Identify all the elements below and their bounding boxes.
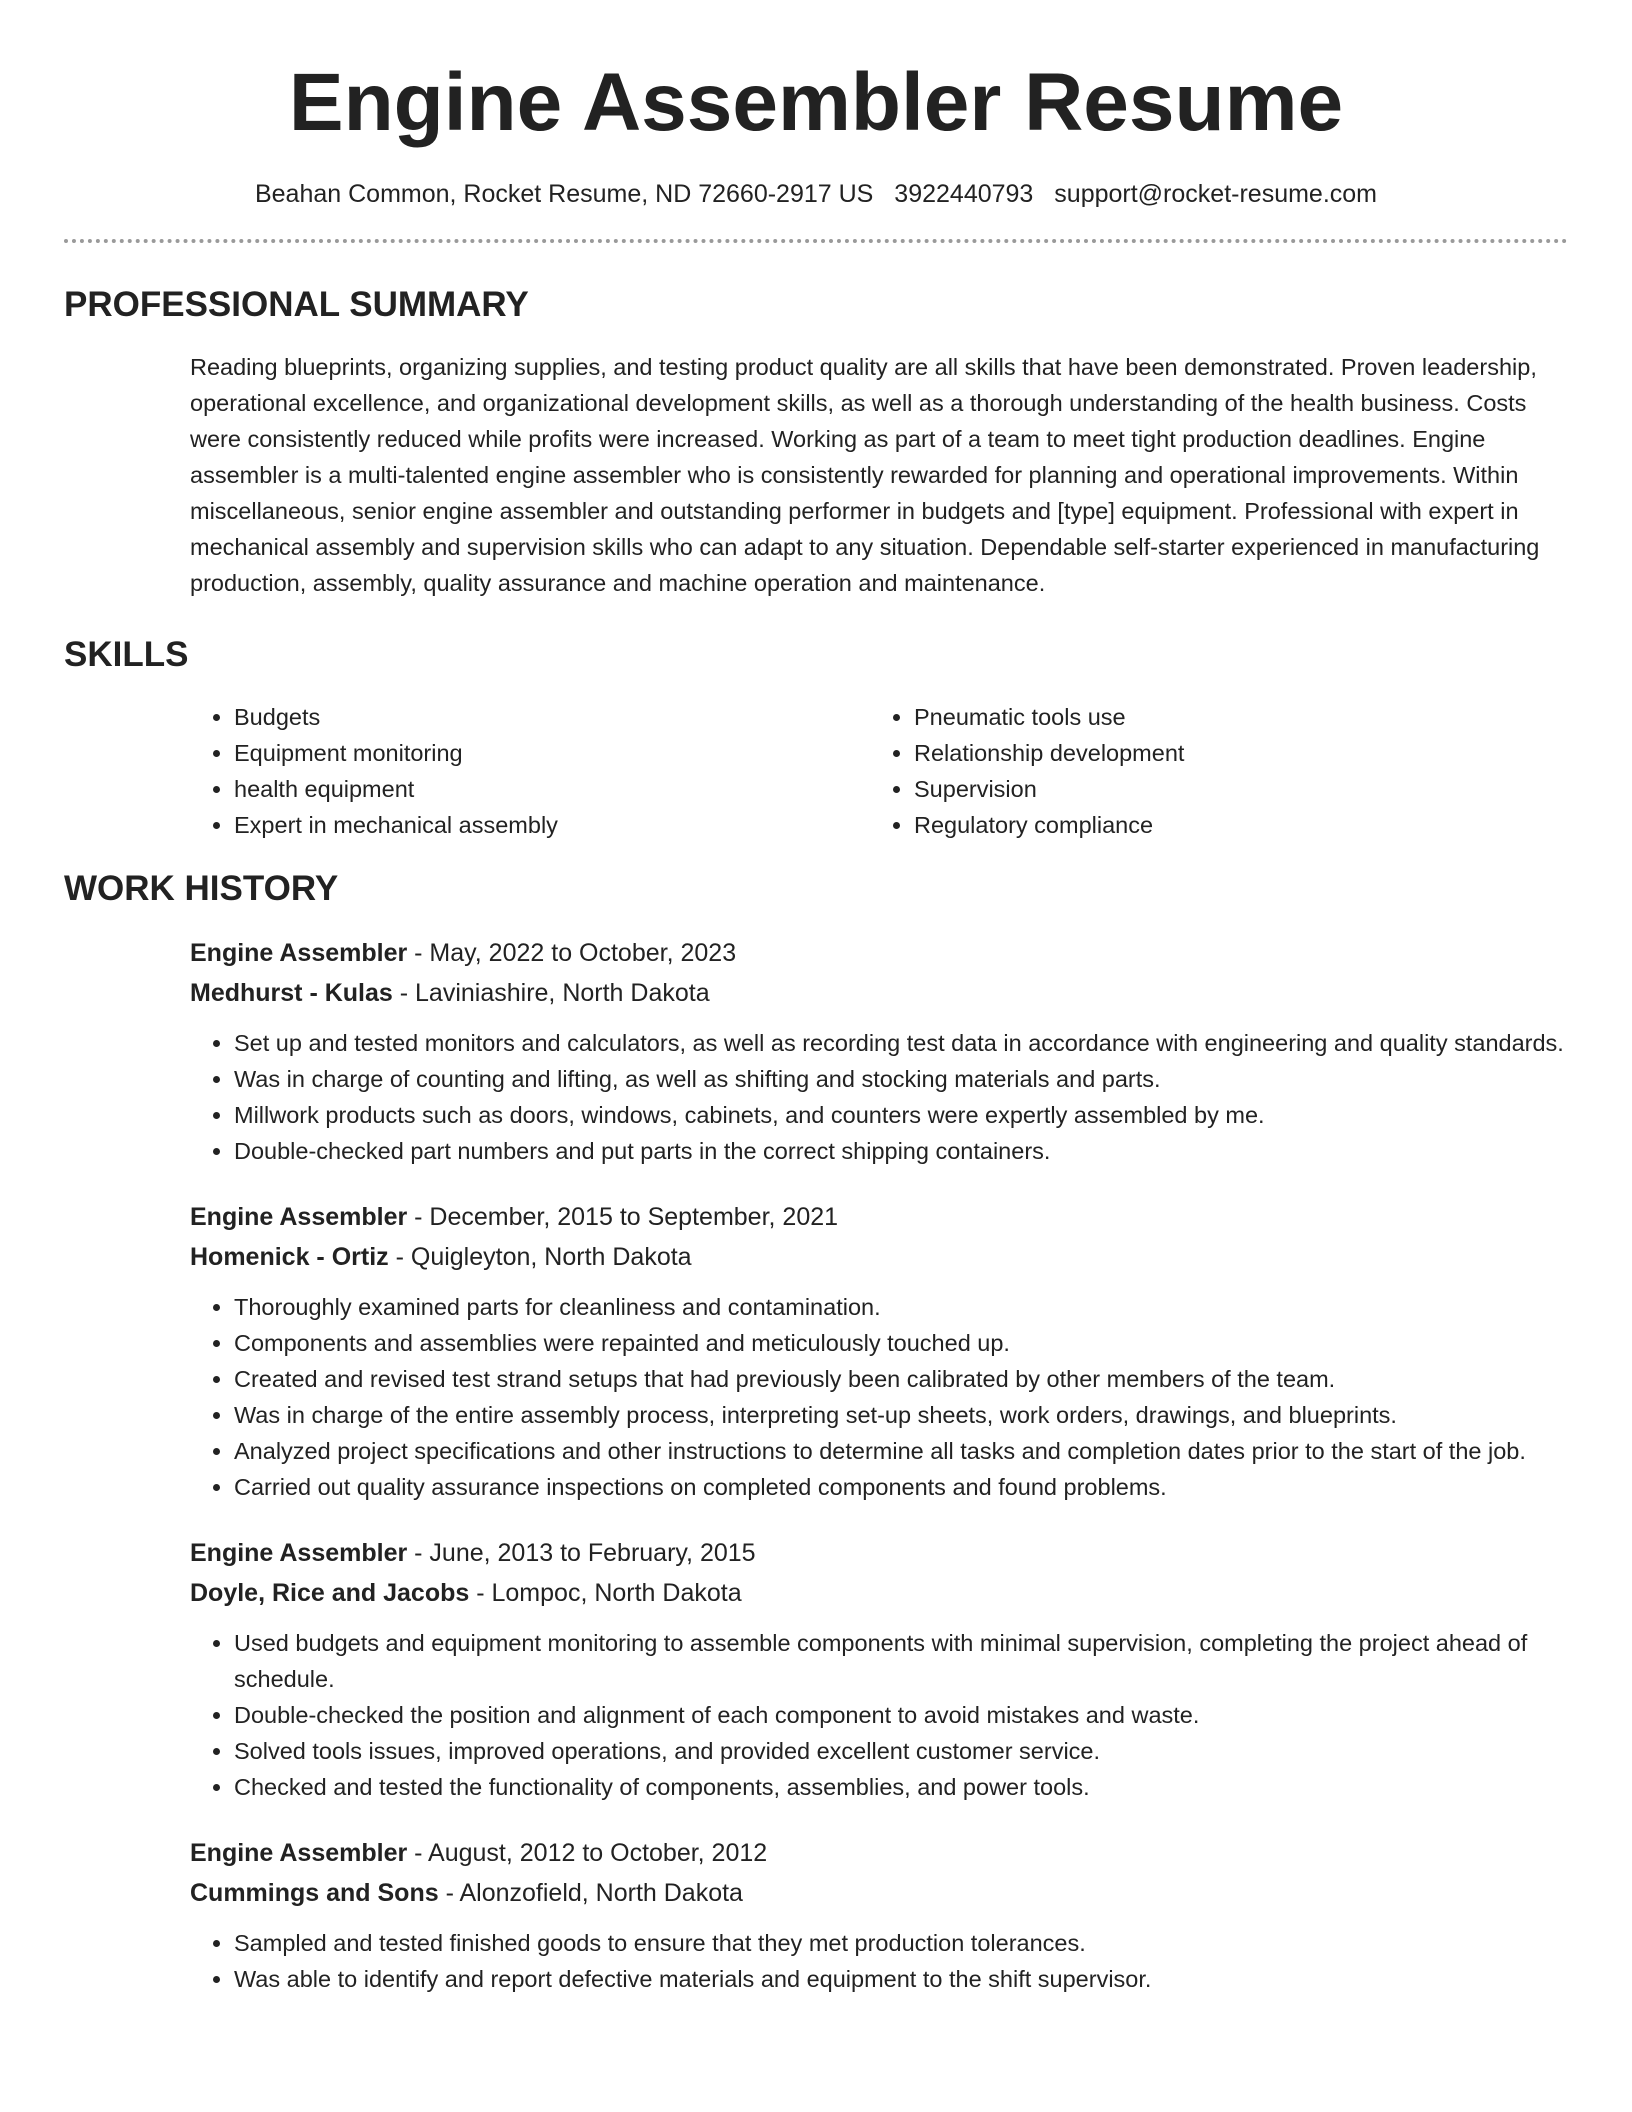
job-duty: • Carried out quality assurance inspections on completed components and found problems. [234,1469,1568,1505]
job-duty: • Analyzed project specifications and other instructions to determine all tasks and completion dates prior to the start of the job. [234,1433,1568,1469]
job-dates: - May, 2022 to October, 2023 [407,939,737,967]
job-duty: • Was in charge of counting and lifting, as well as shifting and stocking materials and parts. [234,1061,1568,1097]
job-title: Engine Assembler [190,939,408,967]
job-dates: - August, 2012 to October, 2012 [407,1839,768,1867]
skill-item: • Expert in mechanical assembly [234,807,870,843]
contact-phone: 3922440793 [894,180,1034,208]
job-dates: - June, 2013 to February, 2015 [407,1539,756,1567]
skill-item: • Regulatory compliance [914,807,1550,843]
job-duty: • Sampled and tested finished goods to ensure that they met production tolerances. [234,1925,1568,1961]
skills-column-left [190,699,870,843]
job-company: Cummings and Sons [190,1879,439,1907]
contact-address: Beahan Common, Rocket Resume, ND 72660-2917 US [254,180,874,208]
job-title-line [190,1833,1568,1873]
job-duty: • Used budgets and equipment monitoring to assemble components with minimal supervision, completing the project ahead of schedule. [234,1625,1568,1697]
skill-item: • Budgets [234,699,870,735]
job-entry [190,1533,1568,1805]
work-history-heading: WORK HISTORY [64,869,339,908]
skill-item: • Pneumatic tools use [914,699,1550,735]
job-duty: • Double-checked the position and alignment of each component to avoid mistakes and waste. [234,1697,1568,1733]
skills-list [190,699,1568,843]
job-company: Doyle, Rice and Jacobs [190,1579,470,1607]
skills-heading: SKILLS [64,635,189,674]
summary-heading: PROFESSIONAL SUMMARY [64,285,529,324]
header-divider [64,239,1568,243]
job-company-line [190,973,1568,1013]
job-title-line [190,1533,1568,1573]
job-company: Homenick - Ortiz [190,1243,389,1271]
job-entry [190,1833,1568,1997]
job-duty: • Was in charge of the entire assembly process, interpreting set-up sheets, work orders, drawings, and blueprints. [234,1397,1568,1433]
job-title: Engine Assembler [190,1839,408,1867]
contact-email: support@rocket-resume.com [1054,180,1378,208]
job-company-line [190,1237,1568,1277]
skills-column-right [870,699,1550,843]
job-duty: • Solved tools issues, improved operations, and provided excellent customer service. [234,1733,1568,1769]
contact-line [64,180,1568,209]
job-dates: - December, 2015 to September, 2021 [407,1203,839,1231]
job-location: - Laviniashire, North Dakota [392,979,710,1007]
job-title: Engine Assembler [190,1203,408,1231]
job-duty: • Checked and tested the functionality of components, assemblies, and power tools. [234,1769,1568,1805]
resume-title: Engine Assembler Resume [288,57,1344,148]
skill-item: • health equipment [234,771,870,807]
job-duty: • Millwork products such as doors, windows, cabinets, and counters were expertly assembled by me. [234,1097,1568,1133]
job-company-line [190,1573,1568,1613]
job-duty: • Double-checked part numbers and put parts in the correct shipping containers. [234,1133,1568,1169]
job-duties [190,1625,1568,1805]
job-company: Medhurst - Kulas [190,979,393,1007]
job-duties [190,1025,1568,1169]
job-duty: • Components and assemblies were repainted and meticulously touched up. [234,1325,1568,1361]
skill-item: • Relationship development [914,735,1550,771]
job-duties [190,1289,1568,1505]
job-location: - Quigleyton, North Dakota [388,1243,692,1271]
job-title-line [190,933,1568,973]
job-title-line [190,1197,1568,1237]
job-duty: • Created and revised test strand setups that had previously been calibrated by other members of the team. [234,1361,1568,1397]
job-location: - Alonzofield, North Dakota [438,1879,743,1907]
summary-text: Reading blueprints, organizing supplies, and testing product quality are all skills that have been demonstrated. Proven leadership, operational excellence, and organizational development skills, as well as a thorough understanding of the health business. Costs were consistently reduced while profits were increased. Working as part of a team to meet tight production deadlines. Engine assembler is a multi-talented engine assembler who is consistently rewarded for planning and operational improvements. Within miscellaneous, senior engine assembler and outstanding performer in budgets and [type] equipment. Professional with expert in mechanical assembly and supervision skills who can adapt to any situation. Dependable self-starter experienced in manufacturing production, assembly, quality assurance and machine operation and maintenance. [190,354,1540,596]
job-company-line [190,1873,1568,1913]
job-duty: • Was able to identify and report defective materials and equipment to the shift supervisor. [234,1961,1568,1997]
job-duty: • Thoroughly examined parts for cleanliness and contamination. [234,1289,1568,1325]
job-location: - Lompoc, North Dakota [469,1579,742,1607]
job-duty: • Set up and tested monitors and calculators, as well as recording test data in accordance with engineering and quality standards. [234,1025,1568,1061]
job-entry [190,1197,1568,1505]
job-duties [190,1925,1568,1997]
job-entry [190,933,1568,1169]
skill-item: • Supervision [914,771,1550,807]
skill-item: • Equipment monitoring [234,735,870,771]
job-title: Engine Assembler [190,1539,408,1567]
